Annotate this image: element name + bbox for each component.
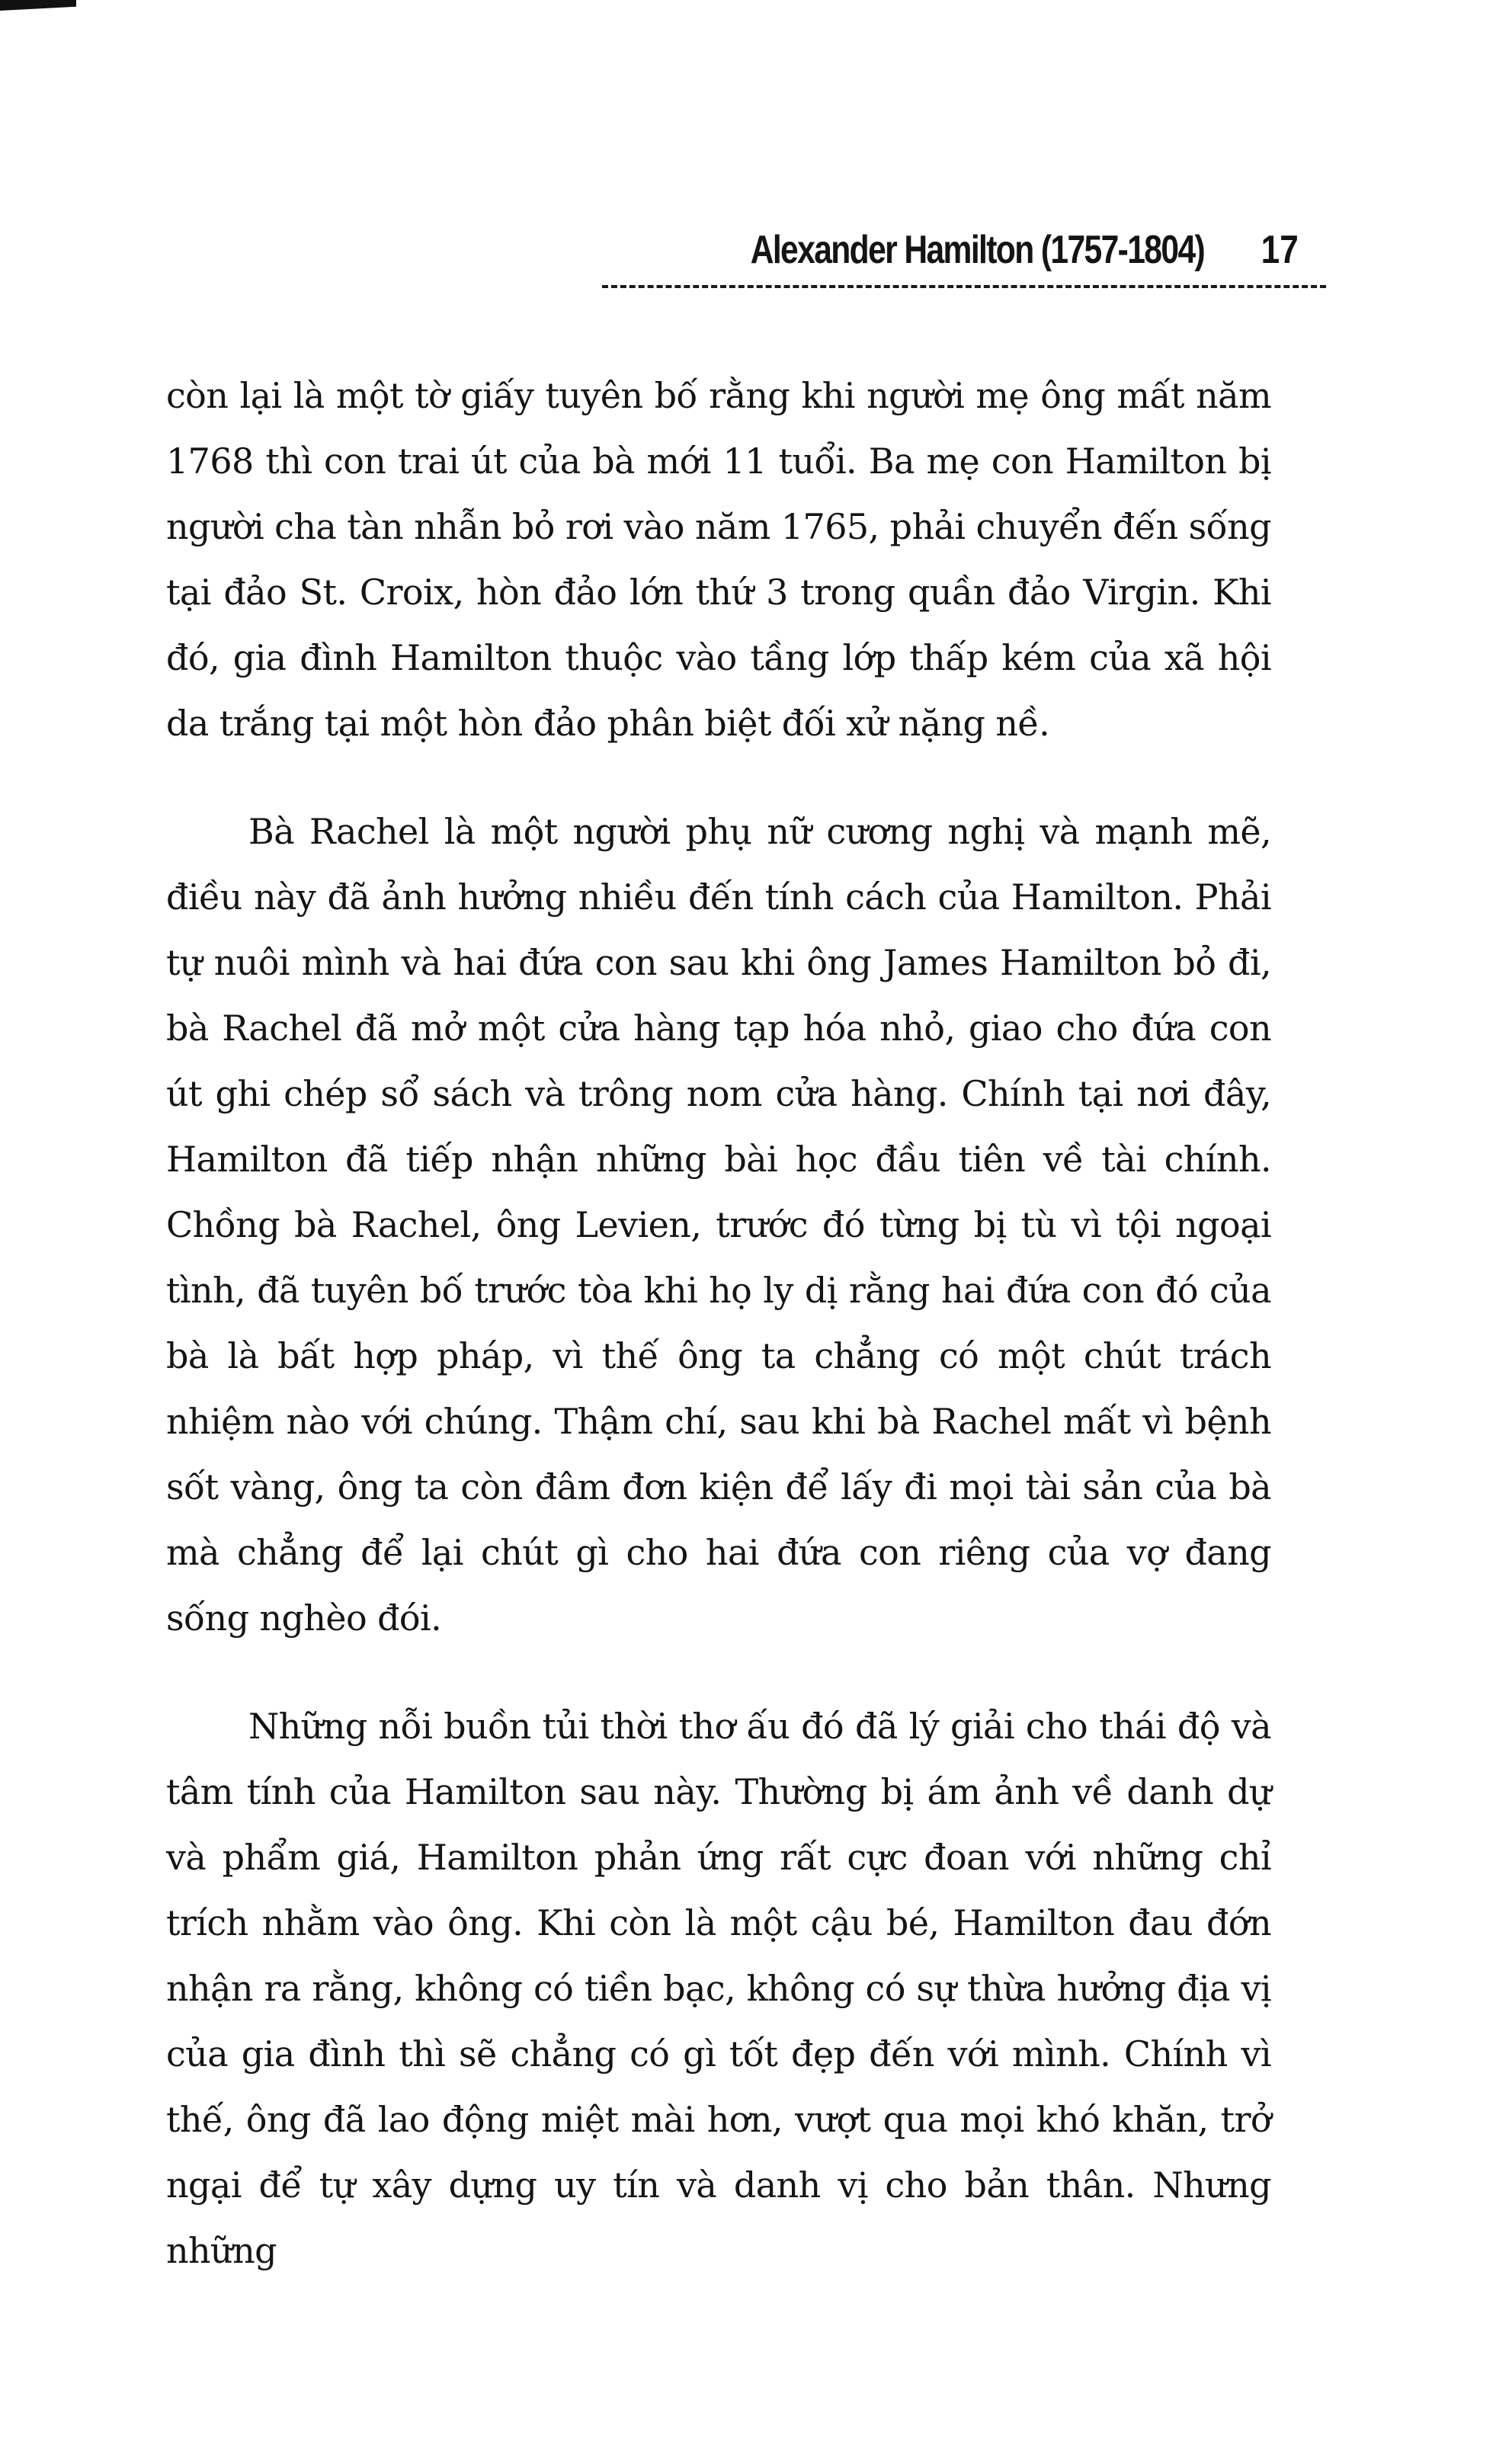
header-dashed-rule — [602, 285, 1326, 288]
body-text — [166, 363, 1271, 2283]
paragraph-2: Bà Rachel là một người phụ nữ cương nghị và mạnh mẽ, điều này đã ảnh hưởng nhiều đến tính cách của Hamilton. Phải tự nuôi mình và hai đứa con sau khi ông James Hamilton bỏ đi, bà Rachel đã mở một cửa hàng tạp hóa nhỏ, giao cho đứa con út ghi chép sổ sách và trông nom cửa hàng. Chính tại nơi đây, Hamilton đã tiếp nhận những bài học đầu tiên về tài chính. Chồng bà Rachel, ông Levien, trước đó từng bị tù vì tội ngoại tình, đã tuyên bố trước tòa khi họ ly dị rằng hai đứa con đó của bà là bất hợp pháp, vì thế ông ta chẳng có một chút trách nhiệm nào với chúng. Thậm chí, sau khi bà Rachel mất vì bệnh sốt vàng, ông ta còn đâm đơn kiện để lấy đi mọi tài sản của bà mà chẳng để lại chút gì cho hai đứa con riêng của vợ đang sống nghèo đói. — [166, 811, 1271, 1639]
paragraph-3: Những nỗi buồn tủi thời thơ ấu đó đã lý giải cho thái độ và tâm tính của Hamilton sau này. Thường bị ám ảnh về danh dự và phẩm giá, Hamilton phản ứng rất cực đoan với những chỉ trích nhằm vào ông. Khi còn là một cậu bé, Hamilton đau đớn nhận ra rằng, không có tiền bạc, không có sự thừa hưởng địa vị của gia đình thì sẽ chẳng có gì tốt đẹp đến với mình. Chính vì thế, ông đã lao động miệt mài hơn, vượt qua mọi khó khăn, trở ngại để tự xây dựng uy tín và danh vị cho bản thân. Nhưng những — [166, 1706, 1271, 2271]
page-number: 17 — [1261, 228, 1299, 272]
running-header-title: Alexander Hamilton (1757-1804) — [750, 228, 1204, 272]
paragraph-1: còn lại là một tờ giấy tuyên bố rằng khi người mẹ ông mất năm 1768 thì con trai út của bà mới 11 tuổi. Ba mẹ con Hamilton bị người cha tàn nhẫn bỏ rơi vào năm 1765, phải chuyển đến sống tại đảo St. Croix, hòn đảo lớn thứ 3 trong quần đảo Virgin. Khi đó, gia đình Hamilton thuộc vào tầng lớp thấp kém của xã hội da trắng tại một hòn đảo phân biệt đối xử nặng nề. — [166, 375, 1271, 744]
running-header — [602, 221, 1326, 294]
scan-edge-mark — [0, 0, 76, 11]
